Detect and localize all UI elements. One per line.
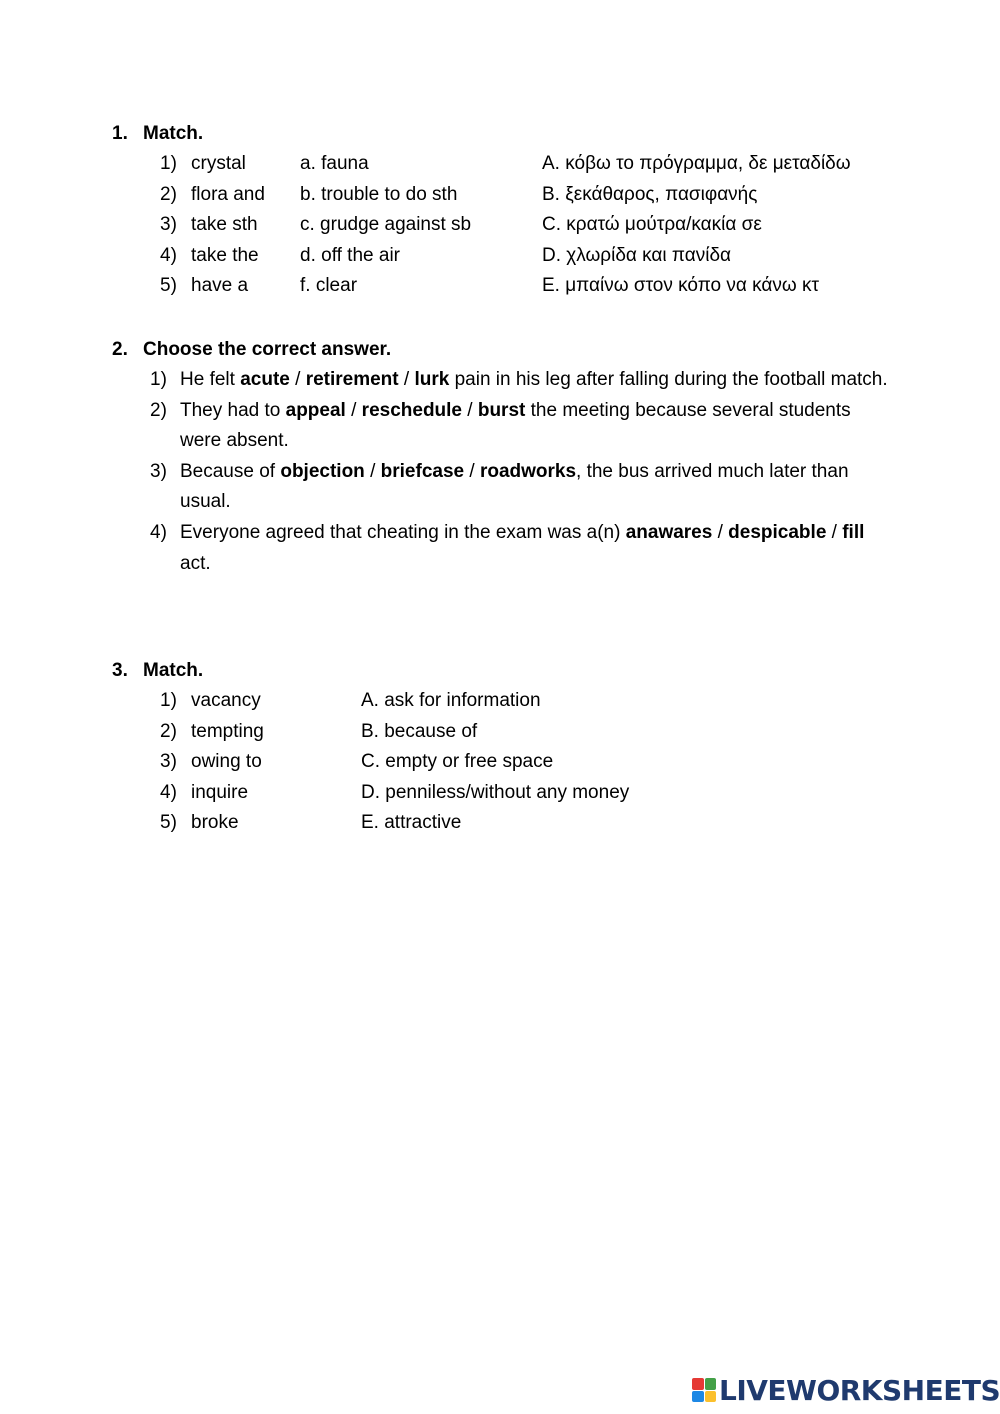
liveworksheets-logo [692, 1374, 1000, 1406]
question-item [112, 365, 912, 396]
section-number: 3. [112, 660, 128, 681]
match-row [112, 808, 912, 839]
item-number: 1) [160, 153, 177, 174]
logo-square-red [692, 1378, 704, 1390]
question-stem: Because of [180, 460, 281, 482]
option-separator: / [464, 460, 480, 482]
item-word: broke [191, 812, 239, 834]
item-word: have a [191, 275, 249, 297]
item-meaning: C. empty or free space [361, 751, 554, 773]
item-meaning: A. ask for information [361, 690, 541, 711]
section-3-heading [112, 656, 912, 686]
match-row [112, 686, 912, 717]
section-title: Match. [143, 660, 204, 681]
question-ending: the meeting because several students were absent. [180, 399, 851, 452]
match-row [112, 717, 912, 748]
question-item [112, 396, 912, 457]
option-separator: / [712, 521, 729, 543]
question-stem: They had to [180, 399, 286, 421]
question-text [180, 518, 890, 579]
logo-square-green [705, 1378, 717, 1390]
item-number: 4) [160, 781, 177, 803]
question-ending: , the bus arrived much later than usual. [180, 460, 849, 513]
item-word: owing to [191, 751, 262, 773]
item-number: 4) [160, 244, 177, 266]
section-1 [112, 119, 912, 302]
item-number: 3) [160, 751, 177, 773]
answer-option-3: roadworks [479, 460, 577, 482]
question-item [112, 457, 912, 518]
match-row [112, 180, 912, 211]
item-number: 1) [160, 690, 177, 711]
option-separator: / [826, 521, 843, 543]
answer-option-3: fill [842, 521, 865, 543]
answer-option-2: reschedule [361, 399, 462, 421]
question-item [112, 518, 912, 579]
question-stem: He felt [180, 369, 241, 390]
answer-option-2: despicable [728, 521, 827, 543]
item-word: vacancy [191, 690, 261, 711]
question-text [180, 396, 890, 457]
option-separator: / [398, 369, 415, 390]
section-3 [112, 656, 912, 839]
match-row [112, 241, 912, 272]
item-word: inquire [191, 781, 249, 803]
item-meaning: E. attractive [361, 812, 462, 834]
answer-option-1: anawares [625, 521, 713, 543]
item-meaning: B. ξεκάθαρος, πασιφανής [542, 183, 758, 205]
section-2-heading [112, 335, 912, 365]
section-number: 2. [112, 339, 128, 360]
item-word: take sth [191, 214, 258, 236]
question-text [180, 365, 890, 396]
answer-option-3: burst [477, 399, 526, 421]
item-meaning: D. χλωρίδα και πανίδα [542, 244, 732, 266]
match-list-3 [112, 686, 912, 839]
item-word: crystal [191, 153, 246, 174]
logo-square-yellow [705, 1391, 717, 1403]
item-word: flora and [191, 183, 265, 205]
item-number: 5) [160, 812, 177, 834]
answer-option-1: objection [280, 460, 365, 482]
item-pair: d. off the air [300, 244, 400, 266]
answer-option-2: retirement [305, 369, 399, 390]
question-ending: pain in his leg after falling during the football match. [449, 369, 888, 390]
item-meaning: E. μπαίνω στον κόπο να κάνω κτ [542, 275, 820, 297]
item-number: 2) [160, 720, 177, 742]
item-meaning: C. κρατώ μούτρα/κακία σε [542, 214, 762, 236]
option-separator: / [364, 460, 381, 482]
item-number: 5) [160, 275, 177, 297]
item-pair: c. grudge against sb [300, 214, 472, 236]
answer-option-1: appeal [285, 399, 346, 421]
item-meaning: A. κόβω το πρόγραμμα, δε μεταδίδω [542, 153, 851, 174]
question-number: 2) [150, 399, 167, 421]
match-list-1 [112, 149, 912, 302]
match-row [112, 210, 912, 241]
section-title: Match. [143, 123, 204, 144]
section-title: Choose the correct answer. [143, 339, 392, 360]
item-pair: f. clear [300, 275, 358, 297]
item-pair: a. fauna [300, 153, 369, 174]
item-word: tempting [191, 720, 264, 742]
question-number: 4) [150, 521, 167, 543]
item-pair: b. trouble to do sth [300, 183, 458, 205]
item-number: 3) [160, 214, 177, 236]
option-separator: / [289, 369, 306, 390]
option-separator: / [462, 399, 478, 421]
question-text [180, 457, 890, 518]
answer-option-2: briefcase [380, 460, 465, 482]
question-stem: Everyone agreed that cheating in the exam was a(n) [180, 521, 626, 543]
answer-option-3: lurk [414, 369, 450, 390]
question-ending: act. [180, 552, 211, 574]
brand-name: LIVEWORKSHEETS [719, 1373, 1000, 1407]
item-number: 2) [160, 183, 177, 205]
question-number: 3) [150, 460, 167, 482]
liveworksheets-icon [692, 1378, 716, 1402]
item-word: take the [191, 244, 259, 266]
question-number: 1) [150, 369, 167, 390]
option-separator: / [345, 399, 362, 421]
answer-option-1: acute [240, 369, 290, 390]
logo-square-blue [692, 1391, 704, 1403]
section-2 [112, 335, 912, 579]
match-row [112, 778, 912, 809]
section-number: 1. [112, 123, 128, 144]
question-list [112, 365, 912, 579]
item-meaning: D. penniless/without any money [361, 781, 630, 803]
match-row [112, 271, 912, 302]
match-row [112, 149, 912, 180]
match-row [112, 747, 912, 778]
section-1-heading [112, 119, 912, 149]
item-meaning: B. because of [361, 720, 478, 742]
